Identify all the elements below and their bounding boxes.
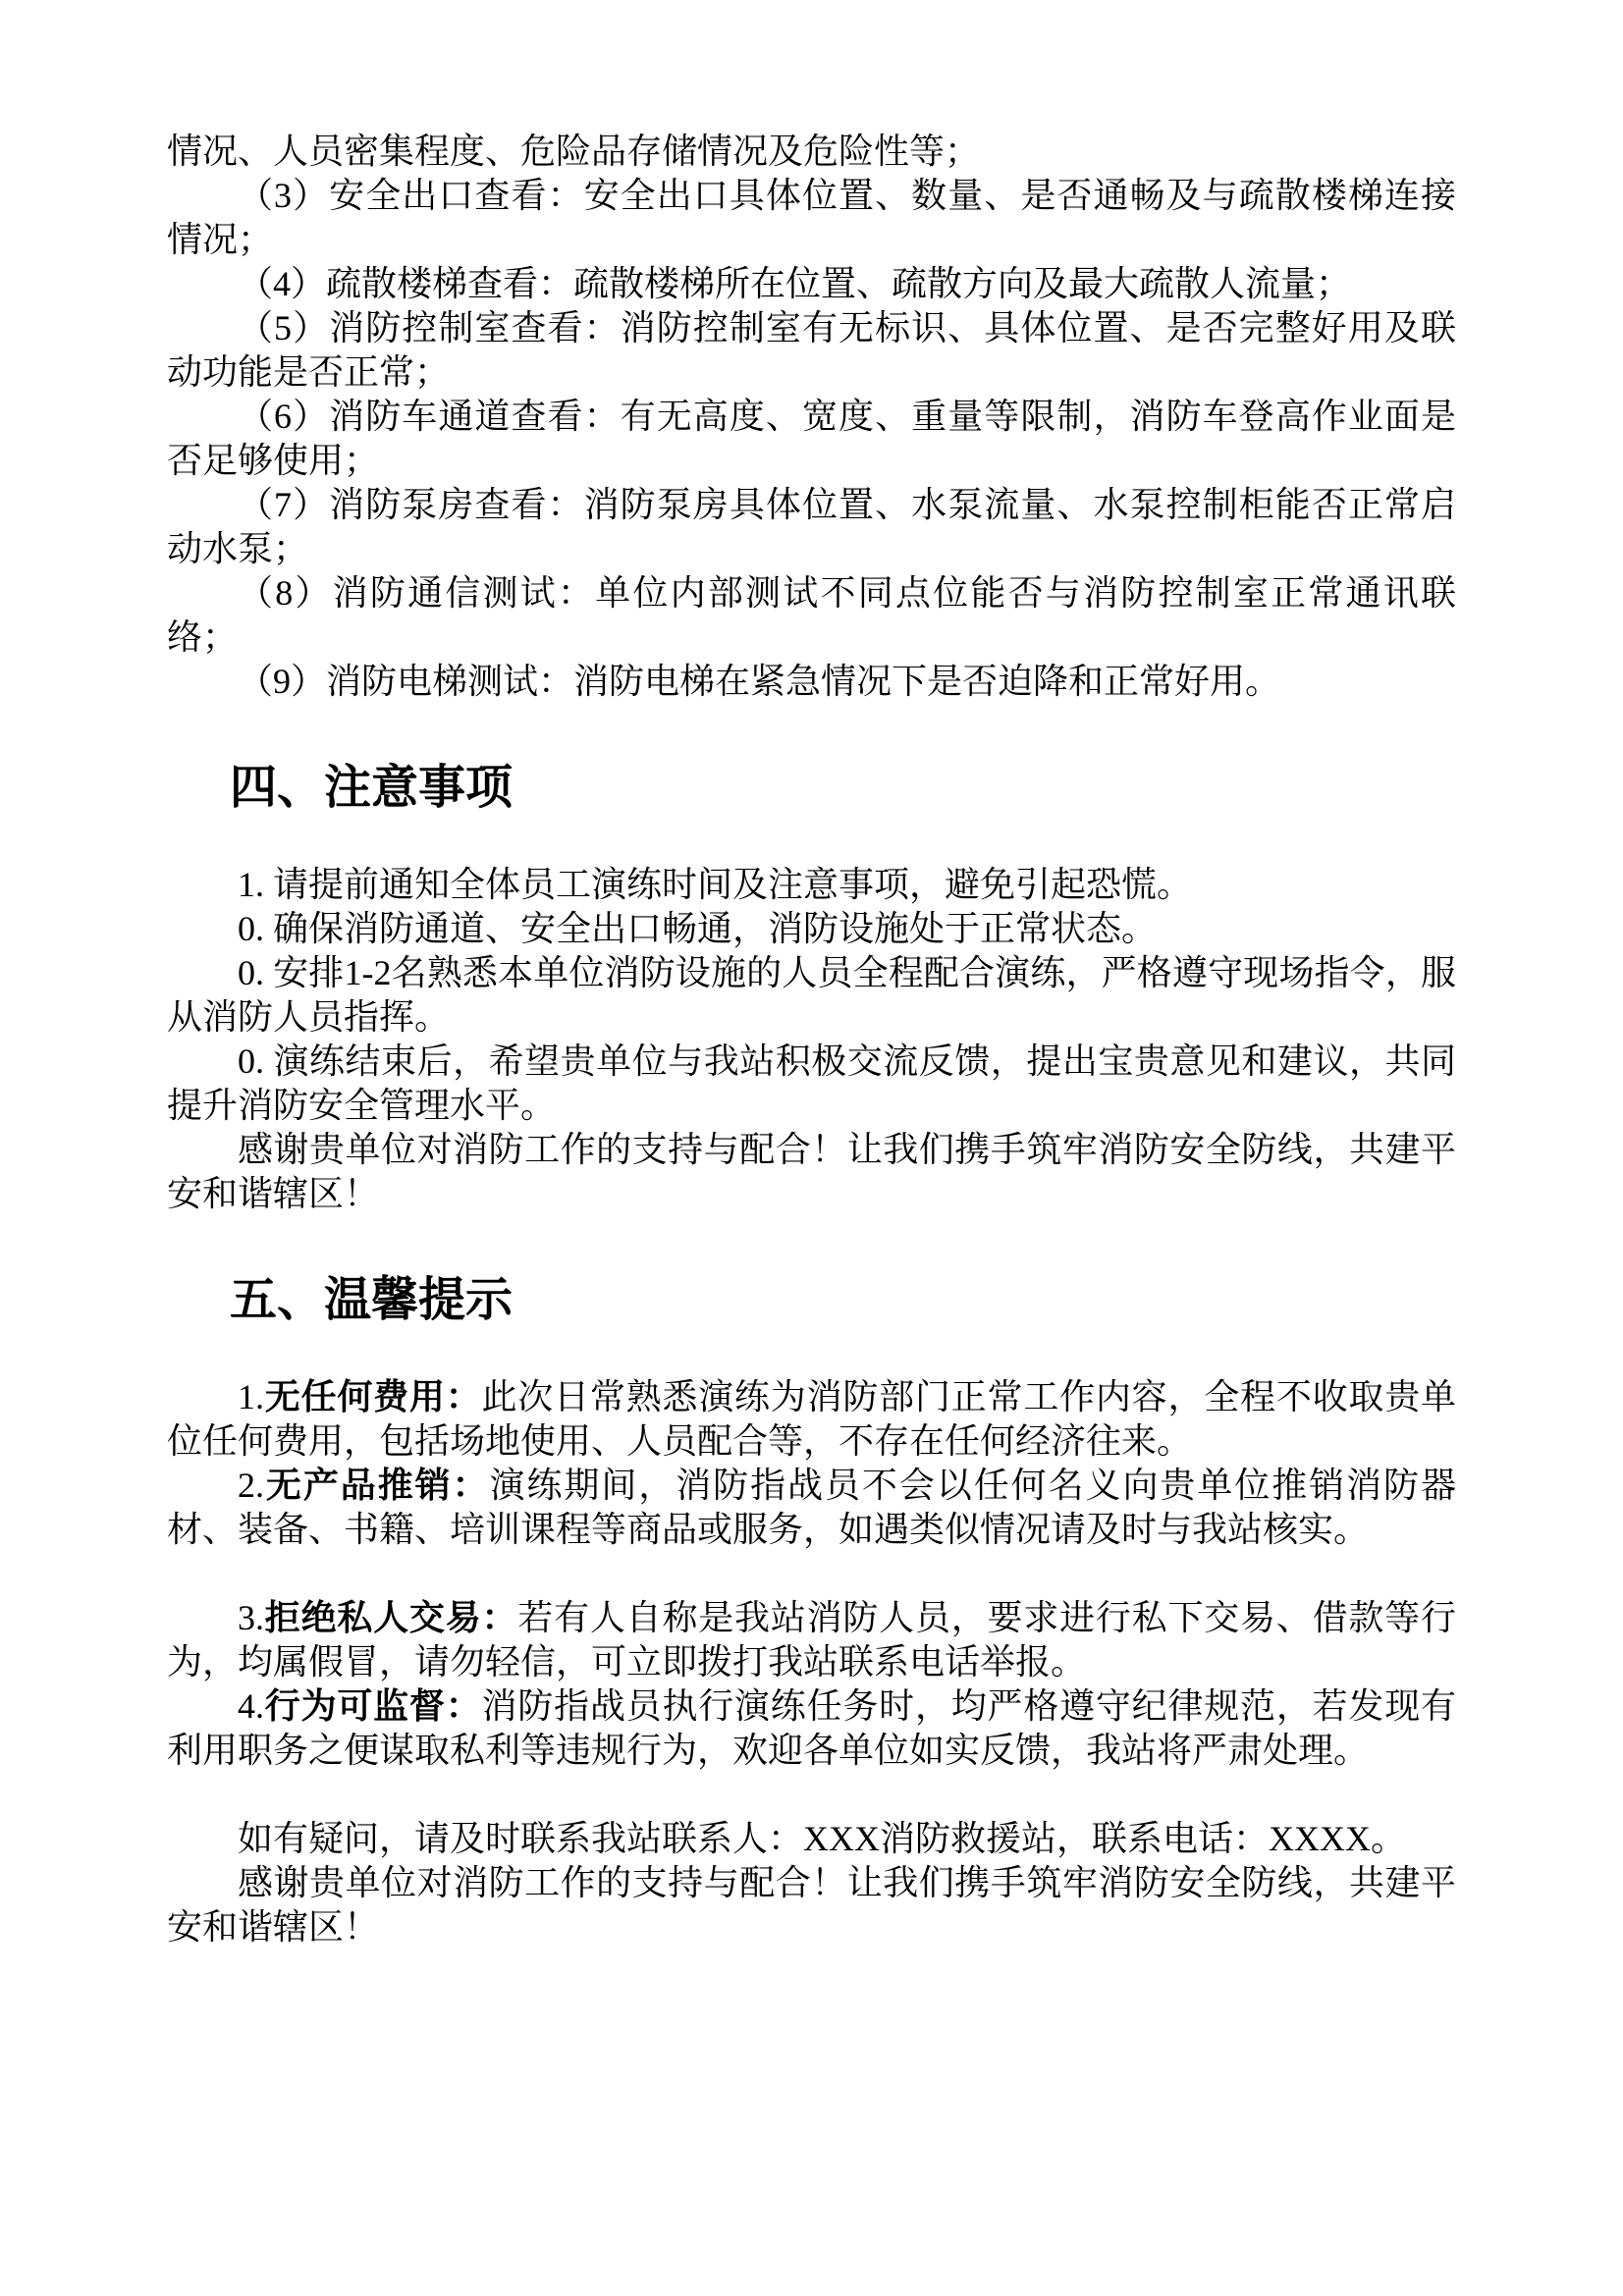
inspection-item-6: （6）消防车通道查看：有无高度、宽度、重量等限制，消防车登高作业面是否足够使用； bbox=[167, 397, 1456, 480]
tip-label: 无产品推销： bbox=[264, 1466, 490, 1505]
tip-item-2 bbox=[167, 1464, 1456, 1552]
tip-number: 2. bbox=[238, 1466, 264, 1505]
tip-item-4 bbox=[167, 1684, 1456, 1773]
inspection-item-3: （3）安全出口查看：安全出口具体位置、数量、是否通畅及与疏散楼梯连接情况； bbox=[167, 176, 1456, 259]
notice-item-2: 0. 确保消防通道、安全出口畅通，消防设施处于正常状态。 bbox=[238, 909, 1158, 948]
tip-text: 此次日常熟悉演练为消防部门正常工作内容，全程不收取贵单位任何费用，包括场地使用、人员配合等，不存在任何经济往来。 bbox=[167, 1377, 1456, 1461]
tip-item-1 bbox=[167, 1375, 1456, 1464]
tip-number: 1. bbox=[238, 1377, 264, 1416]
inspection-item-7: （7）消防泵房查看：消防泵房具体位置、水泵流量、水泵控制柜能否正常启动水泵； bbox=[167, 485, 1456, 568]
inspection-item-4: （4）疏散楼梯查看：疏散楼梯所在位置、疏散方向及最大疏散人流量； bbox=[238, 264, 1352, 303]
tip-text: 若有人自称是我站消防人员，要求进行私下交易、借款等行为，均属假冒，请勿轻信，可立即拨打我站联系电话举报。 bbox=[167, 1598, 1456, 1682]
inspection-item-5: （5）消防控制室查看：消防控制室有无标识、具体位置、是否完整好用及联动功能是否正常； bbox=[167, 308, 1456, 392]
inspection-item-9: （9）消防电梯测试：消防电梯在紧急情况下是否迫降和正常好用。 bbox=[238, 662, 1281, 701]
tip-label: 无任何费用： bbox=[264, 1377, 482, 1416]
tip-text: 演练期间，消防指战员不会以任何名义向贵单位推销消防器材、装备、书籍、培训课程等商品或服务，如遇类似情况请及时与我站核实。 bbox=[167, 1466, 1456, 1549]
section4-closing-paragraph: 感谢贵单位对消防工作的支持与配合！让我们携手筑牢消防安全防线，共建平安和谐辖区！ bbox=[167, 1130, 1456, 1213]
tip-number: 3. bbox=[238, 1598, 264, 1637]
tip-number: 4. bbox=[238, 1686, 264, 1726]
tip-label: 拒绝私人交易： bbox=[264, 1598, 518, 1637]
section-heading-tips: 五、温馨提示 bbox=[230, 1274, 514, 1326]
tip-text: 消防指战员执行演练任务时，均严格遵守纪律规范，若发现有利用职务之便谋取私利等违规行为，欢迎各单位如实反馈，我站将严肃处理。 bbox=[167, 1686, 1456, 1770]
contact-paragraph: 如有疑问，请及时联系我站联系人：XXX消防救援站，联系电话：XXXX。 bbox=[238, 1819, 1406, 1858]
section-heading-notes: 四、注意事项 bbox=[230, 762, 514, 814]
notice-item-4: 0. 演练结束后，希望贵单位与我站积极交流反馈，提出宝贵意见和建议，共同提升消防安全管理水平。 bbox=[167, 1041, 1456, 1125]
tip-label: 行为可监督： bbox=[264, 1686, 482, 1726]
tip-item-3 bbox=[167, 1596, 1456, 1684]
section5-closing-paragraph: 感谢贵单位对消防工作的支持与配合！让我们携手筑牢消防安全防线，共建平安和谐辖区！ bbox=[167, 1863, 1456, 1947]
body-paragraph-continuation: 情况、人员密集程度、危险品存储情况及危险性等； bbox=[167, 132, 981, 171]
notice-item-3: 0. 安排1-2名熟悉本单位消防设施的人员全程配合演练，严格遵守现场指令，服从消防人员指挥。 bbox=[167, 953, 1456, 1037]
notice-item-1: 1. 请提前通知全体员工演练时间及注意事项，避免引起恐慌。 bbox=[238, 865, 1193, 904]
inspection-item-8: （8）消防通信测试：单位内部测试不同点位能否与消防控制室正常通讯联络； bbox=[167, 573, 1456, 657]
